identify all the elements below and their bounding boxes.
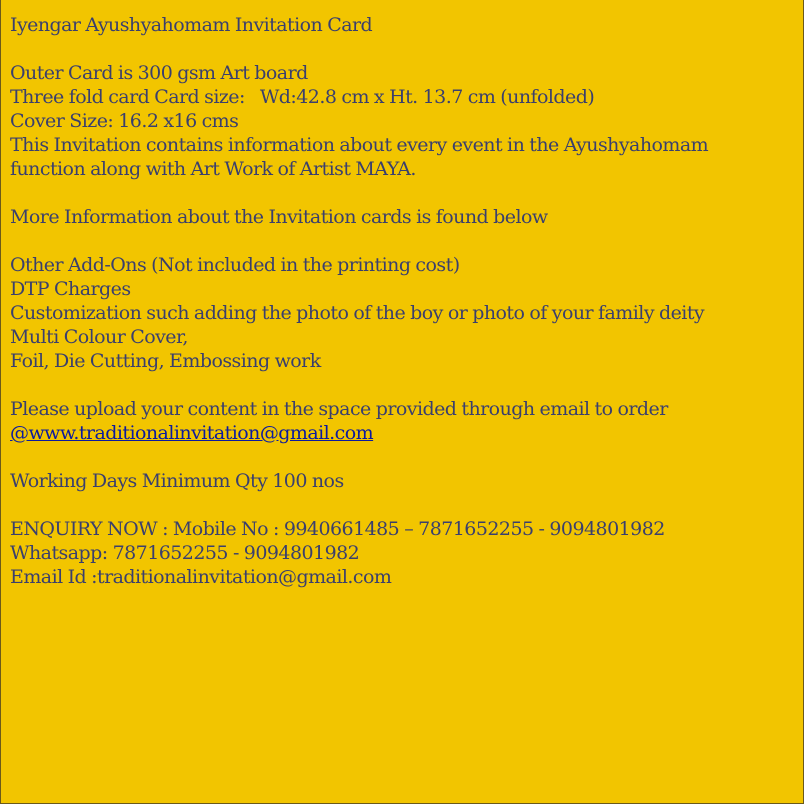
page-title: Iyengar Ayushyahomam Invitation Card <box>10 14 373 36</box>
spacer <box>10 445 803 469</box>
spacer <box>10 229 803 253</box>
addon-item-customization: Customization such adding the photo of the boy or photo of your family deity <box>10 302 705 324</box>
email-link-row <box>10 421 803 445</box>
description-line-1: This Invitation contains information about every event in the Ayushyahomam <box>10 134 709 156</box>
spacer <box>10 37 803 61</box>
whatsapp-numbers: Whatsapp: 7871652255 - 9094801982 <box>10 542 360 564</box>
spacer <box>10 373 803 397</box>
addon-item-dtp: DTP Charges <box>10 278 131 300</box>
addons-heading: Other Add-Ons (Not included in the printing cost) <box>10 254 460 276</box>
card-size-spec: Three fold card Card size: Wd:42.8 cm x Ht. 13.7 cm (unfolded) <box>10 86 595 108</box>
spacer <box>10 493 803 517</box>
more-info-text: More Information about the Invitation cards is found below <box>10 206 548 228</box>
spacer <box>10 181 803 205</box>
addon-item-multicolour: Multi Colour Cover, <box>10 326 188 348</box>
cover-size-spec: Cover Size: 16.2 x16 cms <box>10 110 239 132</box>
enquiry-mobile: ENQUIRY NOW : Mobile No : 9940661485 – 7871652255 - 9094801982 <box>10 518 665 540</box>
description-line-2: function along with Art Work of Artist MAYA. <box>10 158 416 180</box>
outer-card-spec: Outer Card is 300 gsm Art board <box>10 62 308 84</box>
contact-email: Email Id :traditionalinvitation@gmail.com <box>10 566 392 588</box>
email-link[interactable]: @www.traditionalinvitation@gmail.com <box>10 422 374 444</box>
working-days-text: Working Days Minimum Qty 100 nos <box>10 470 344 492</box>
addon-item-foil: Foil, Die Cutting, Embossing work <box>10 350 321 372</box>
order-instruction: Please upload your content in the space provided through email to order <box>10 398 668 420</box>
